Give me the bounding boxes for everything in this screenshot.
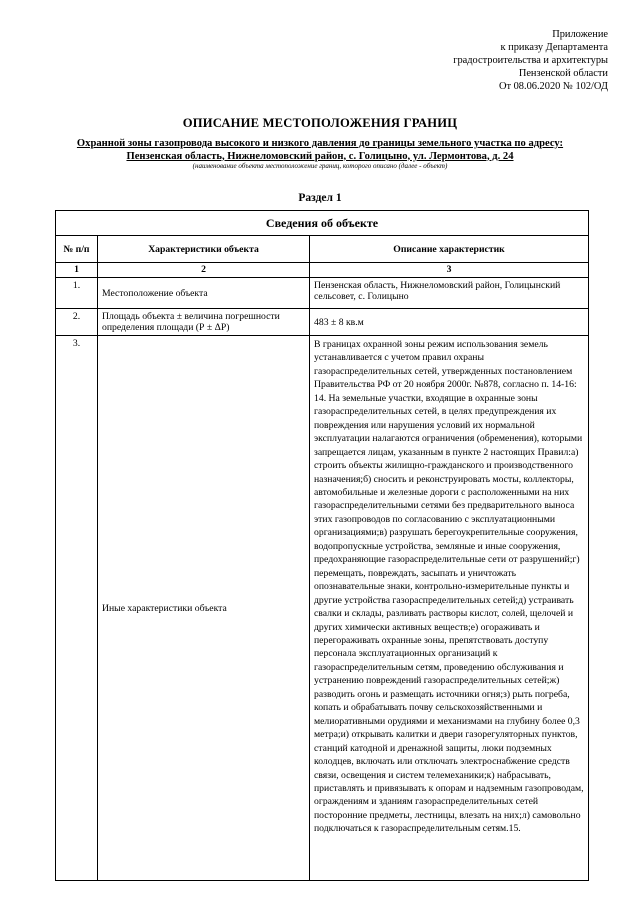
subtitle-note: (наименование объекта местоположение границ, которого описано (далее - объект) (192, 162, 448, 170)
subtitle-line-1: Охранной зоны газопровода высокого и низкого давления до границы земельного участка по адресу: (76, 138, 564, 149)
column-number: 2 (98, 263, 310, 278)
table-caption: Сведения об объекте (56, 211, 589, 236)
header-line-5: От 08.06.2020 № 102/ОД (498, 81, 608, 92)
document-title: ОПИСАНИЕ МЕСТОПОЛОЖЕНИЯ ГРАНИЦ (182, 116, 458, 130)
row-description: Пензенская область, Нижнеломовский район, Голицынский сельсовет, с. Голицыно (310, 278, 589, 309)
object-info-table (55, 210, 589, 881)
column-number: 3 (310, 263, 589, 278)
table-row (56, 336, 589, 881)
row-characteristic: Иные характеристики объекта (98, 336, 310, 881)
header-line-3: градостроительства и архитектуры (453, 55, 608, 66)
header-num: № п/п (56, 236, 98, 263)
row-description: 483 ± 8 кв.м (310, 309, 589, 336)
row-characteristic: Местоположение объекта (98, 278, 310, 309)
subtitle-line-2: Пензенская область, Нижнеломовский район, с. Голицыно, ул. Лермонтова, д. 24 (126, 150, 514, 162)
object-subtitle (40, 138, 600, 163)
header-line-1: Приложение (552, 29, 608, 40)
header-line-4: Пензенской области (518, 68, 608, 79)
approval-header (453, 28, 608, 93)
column-number: 1 (56, 263, 98, 278)
header-line-2: к приказу Департамента (500, 42, 608, 53)
table-row (56, 278, 589, 309)
row-number: 1. (56, 278, 98, 309)
row-characteristic: Площадь объекта ± величина погрешности определения площади (Р ± ΔР) (98, 309, 310, 336)
header-characteristics: Характеристики объекта (98, 236, 310, 263)
header-description: Описание характеристик (310, 236, 589, 263)
row-description: В границах охранной зоны режим использования земель устанавливается с учетом правил охраны газораспределительных сетей, утвержденных постановлением Правительства РФ от 20 ноября 2000г. №878, согласно п. 14-16: 14. На земельные участки, входящие в охранные зоны газораспределительных сетей, в целях предупреждения их повреждения или нарушения условий их нормальной эксплуатации налагаются ограничения (обременения), которыми запрещается лицам, указанным в пункте 2 настоящих Правил:а) строить объекты жилищно-гражданского и производственного назначения;б) сносить и реконструировать мосты, коллекторы, автомобильные и железные дороги с расположенными на них газораспределительными сетями без предварительного выноса этих газопроводов по согласованию с эксплуатационными организациями;в) разрушать берегоукрепительные сооружения, водопропускные устройства, земляные и иные сооружения, предохраняющие газораспределительные сети от разрушений;г) перемещать, повреждать, засыпать и уничтожать опознавательные знаки, контрольно-измерительные пункты и другие устройства газораспределительных сетей;д) устраивать свалки и склады, разливать растворы кислот, солей, щелочей и других химически активных веществ;е) огораживать и перегораживать охранные зоны, препятствовать доступу персонала эксплуатационных организаций к газораспределительным сетям, проведению обслуживания и устранению повреждений газораспределительных сетей;ж) разводить огонь и размещать источники огня;з) рыть погреба, копать и обрабатывать почву сельскохозяйственными и мелиоративными орудиями и механизмами на глубину более 0,3 метра;и) открывать калитки и двери газорегуляторных пунктов, станций катодной и дренажной защиты, люки подземных колодцев, включать или отключать электроснабжение средств связи, освещения и систем телемеханики;к) набрасывать, приставлять и привязывать к опорам и надземным газопроводам, ограждениям и зданиям газораспределительных сетей посторонние предметы, лестницы, влезать на них;л) самовольно подключаться к газораспределительным сетям.15. (310, 336, 589, 881)
section-title: Раздел 1 (298, 192, 342, 204)
row-number: 3. (56, 336, 98, 881)
row-number: 2. (56, 309, 98, 336)
table-row (56, 309, 589, 336)
